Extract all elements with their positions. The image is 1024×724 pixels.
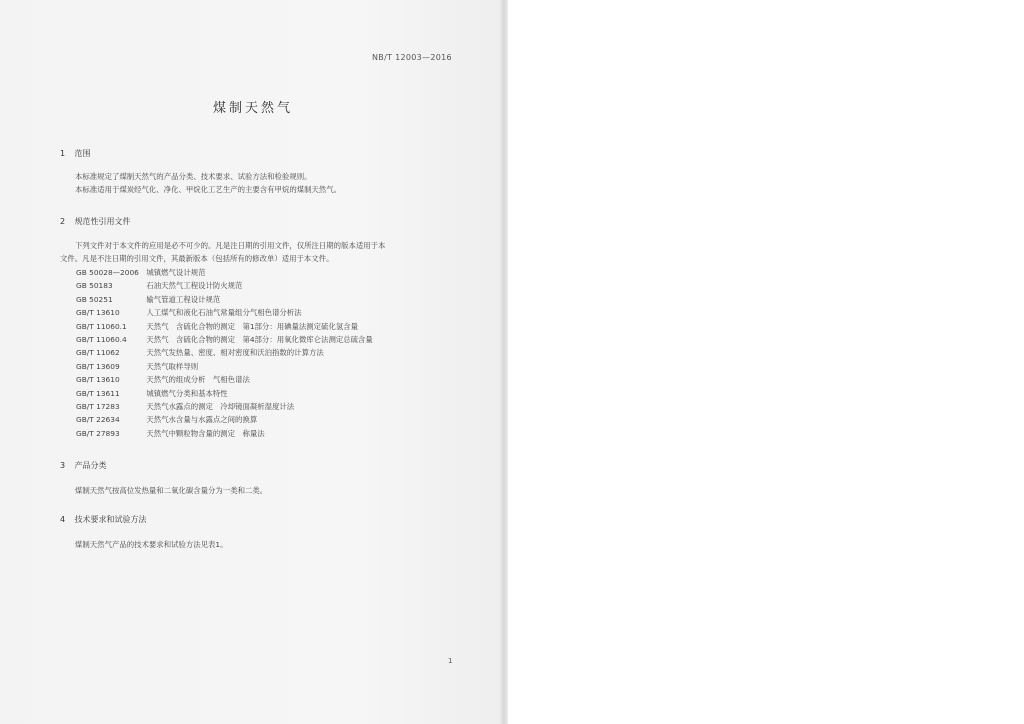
- references-intro-line-1: 下列文件对于本文件的应用是必不可少的。凡是注日期的引用文件，仅所注日期的版本适用于本: [75, 241, 386, 250]
- section-number: 2: [60, 217, 66, 226]
- reference-item: [76, 373, 373, 386]
- reference-code: GB/T 13609: [76, 361, 120, 371]
- section-number: 4: [60, 515, 66, 524]
- reference-item: [76, 413, 373, 426]
- reference-title: 天然气 含硫化合物的测定 第1部分：用碘量法测定硫化氢含量: [146, 321, 359, 331]
- section-heading-product-classification: [60, 460, 107, 471]
- reference-code: GB/T 27893: [76, 428, 120, 438]
- reference-item: [76, 293, 373, 306]
- section-number: 1: [60, 149, 66, 158]
- reference-code: GB/T 11060.4: [76, 335, 127, 345]
- scope-paragraph-1: 本标准规定了煤制天然气的产品分类、技术要求、试验方法和检验规则。: [75, 172, 312, 181]
- reference-title: 天然气 含硫化合物的测定 第4部分：用氧化微库仑法测定总硫含量: [146, 335, 373, 345]
- standard-code: NB/T 12003—2016: [372, 53, 452, 62]
- section-title: 产品分类: [74, 461, 107, 470]
- reference-title: 人工煤气和液化石油气常量组分气相色谱分析法: [146, 308, 302, 318]
- reference-item: [76, 427, 373, 440]
- reference-item: [76, 320, 373, 333]
- reference-title: 天然气水露点的测定 冷却镜面凝析湿度计法: [146, 402, 295, 412]
- reference-title: 天然气的组成分析 气相色谱法: [146, 375, 250, 385]
- document-title: 煤制天然气: [212, 101, 293, 116]
- reference-title: 石油天然气工程设计防火规范: [146, 281, 243, 291]
- reference-item: [76, 266, 373, 279]
- classification-paragraph: 煤制天然气按高位发热量和二氧化碳含量分为一类和二类。: [75, 486, 268, 495]
- reference-code: GB/T 22634: [76, 415, 120, 425]
- reference-code: GB 50251: [76, 294, 113, 304]
- reference-code: GB/T 11062: [76, 348, 120, 358]
- page-number: 1: [448, 657, 453, 665]
- section-number: 3: [60, 461, 66, 470]
- reference-item: [76, 360, 373, 373]
- reference-code: GB 50183: [76, 281, 113, 291]
- reference-title: 天然气中颗粒物含量的测定 称量法: [146, 428, 265, 438]
- reference-list: [76, 266, 373, 440]
- section-title: 技术要求和试验方法: [74, 515, 147, 524]
- reference-item: [76, 333, 373, 346]
- section-heading-scope: [60, 148, 91, 159]
- reference-item: [76, 400, 373, 413]
- reference-title: 天然气取样导则: [146, 361, 199, 371]
- section-heading-normative-references: [60, 216, 131, 227]
- blank-facing-page: [512, 0, 1024, 724]
- reference-item: [76, 306, 373, 319]
- reference-item: [76, 346, 373, 359]
- references-intro-line-2: 文件。凡是不注日期的引用文件，其最新版本（包括所有的修改单）适用于本文件。: [60, 254, 334, 263]
- reference-title: 城镇燃气设计规范: [146, 268, 206, 277]
- reference-code: GB/T 17283: [76, 402, 120, 412]
- reference-title: 天然气发热量、密度、相对密度和沃泊指数的计算方法: [146, 348, 324, 358]
- reference-code: GB/T 13610: [76, 308, 120, 318]
- section-title: 范围: [74, 149, 91, 158]
- reference-code: GB 50028—2006: [76, 268, 139, 277]
- reference-item: [76, 387, 373, 400]
- reference-title: 输气管道工程设计规范: [146, 294, 221, 304]
- reference-title: 天然气水含量与水露点之间的换算: [146, 415, 258, 425]
- reference-title: 城镇燃气分类和基本特性: [146, 388, 228, 398]
- reference-code: GB/T 11060.1: [76, 321, 127, 331]
- requirements-paragraph: 煤制天然气产品的技术要求和试验方法见表1。: [75, 540, 228, 549]
- scope-paragraph-2: 本标准适用于煤炭经气化、净化、甲烷化工艺生产的主要含有甲烷的煤制天然气。: [75, 185, 342, 194]
- section-heading-technical-requirements: [60, 514, 147, 525]
- section-title: 规范性引用文件: [74, 217, 131, 226]
- reference-code: GB/T 13611: [76, 388, 120, 398]
- reference-item: [76, 279, 373, 292]
- reference-code: GB/T 13610: [76, 375, 120, 385]
